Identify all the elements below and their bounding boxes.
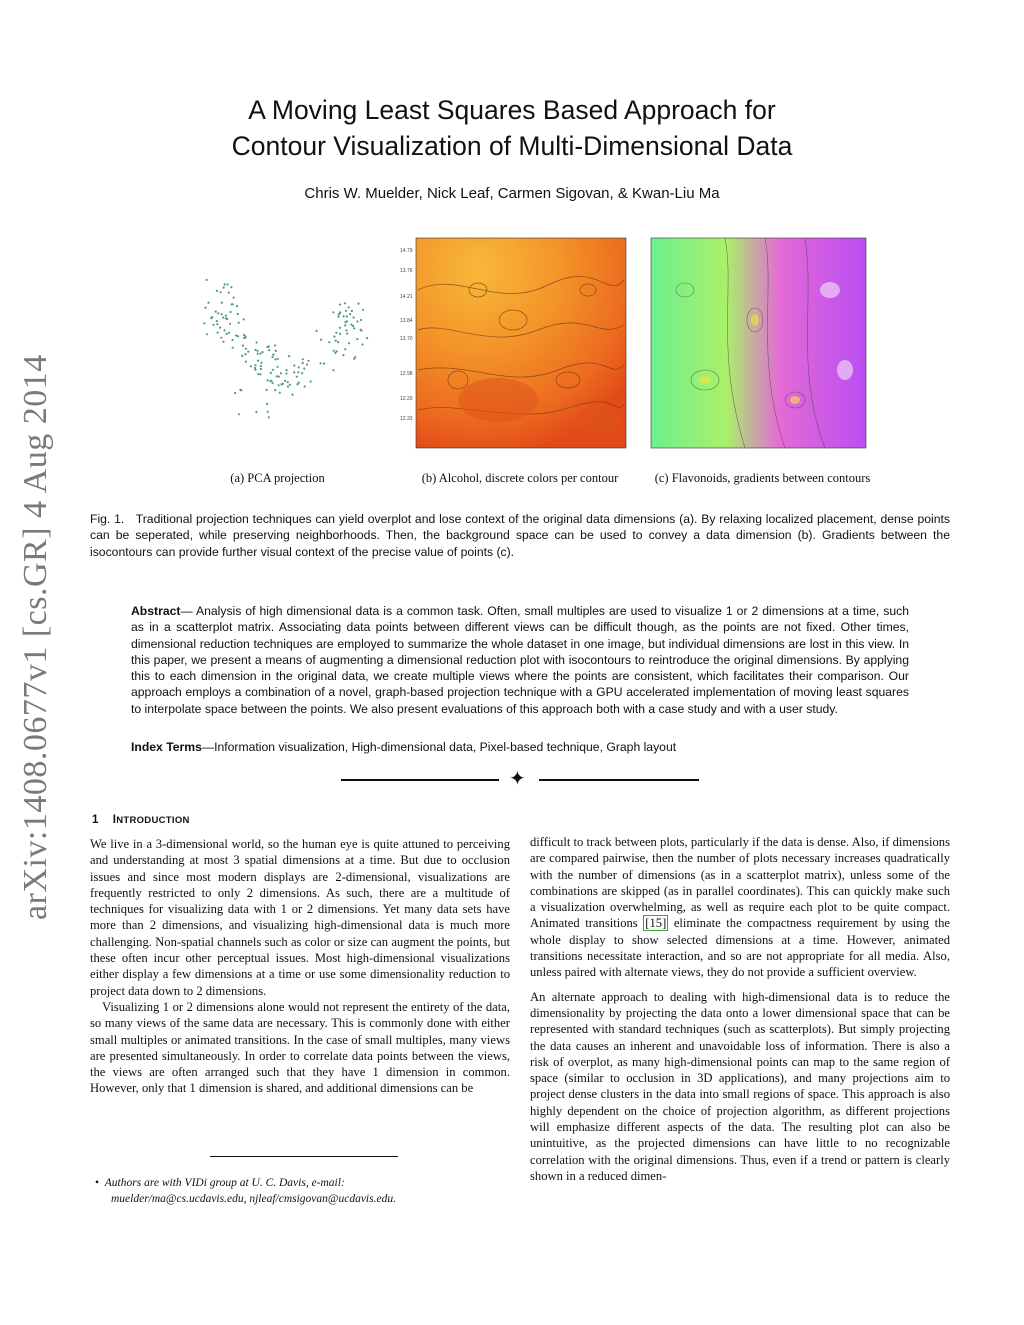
scatter-point [333,336,335,338]
scatter-point [230,311,232,313]
scatter-point [335,340,337,342]
scatter-point [238,413,240,415]
scatter-point [206,279,208,281]
scatter-point [348,306,350,308]
scatter-point [285,372,287,374]
scatter-point [204,307,206,309]
scatter-point [224,283,226,285]
scatter-point [266,346,268,348]
scatter-point [220,337,222,339]
subcaption-b: (b) Alcohol, discrete colors per contour [421,471,619,485]
scatter-point [232,347,234,349]
scatter-point [328,341,330,343]
scatter-point [278,376,280,378]
star-ornament-icon: ✦ [509,768,526,790]
scatter-point [207,302,209,304]
figure-caption [90,511,950,560]
scatter-point [216,323,218,325]
footnote-line-1: Authors are with VIDi group at U. C. Davis, e-mail: [104,1177,345,1189]
footnote-rule [210,1156,398,1157]
paragraph-left-2: Visualizing 1 or 2 dimensions alone would not represent the entirety of the data, so many views of the same data are necessary. This is commonly done with either small multiples or animated transitions. In the case of small multiples, many views are presented simultaneously. In order to correlate data points between the views, the views are often arranged such that they have 1 dimension in common. However, only that 1 dimension is shared, and additional dimensions can be [90,999,510,1096]
paragraph-right-1 [530,834,950,981]
scatter-point [307,360,309,362]
scatter-point [262,351,264,353]
scatter-point [366,337,368,339]
scatter-point [257,360,259,362]
scatter-point [356,338,358,340]
right-column [530,834,950,1184]
scatter-point [222,317,224,319]
scatter-point [282,383,284,385]
scatter-point [243,337,245,339]
scatter-point [256,341,258,343]
scatter-point [267,411,269,413]
pca-scatter-plot [155,230,385,465]
scatter-point [237,335,239,337]
scatter-point [203,322,205,324]
scatter-point [219,327,221,329]
scatter-point [293,371,295,373]
scatter-point [339,327,341,329]
scatter-point [280,372,282,374]
scatter-point [226,333,228,335]
scatter-point [260,365,262,367]
scatter-point [288,355,290,357]
scatter-point [255,411,257,413]
scatter-point [278,384,280,386]
scatter-point [346,315,348,317]
scatter-point [335,332,337,334]
scatter-point [320,339,322,341]
svg-text:12.33: 12.33 [400,416,413,422]
scatter-point [360,319,362,321]
abstract-label: Abstract [131,604,181,618]
scatter-point [274,344,276,346]
scatter-point [243,334,245,336]
scatter-point [274,358,276,360]
scatter-point [272,354,274,356]
svg-text:12.20: 12.20 [400,396,413,402]
scatter-point [216,290,218,292]
scatter-point [221,313,223,315]
scatter-point [276,375,278,377]
scatter-point [245,361,247,363]
svg-text:12.98: 12.98 [400,371,413,377]
svg-text:14.79: 14.79 [400,248,413,254]
scatter-point [357,303,359,305]
scatter-point [257,373,259,375]
scatter-point [333,350,335,352]
scatter-point [269,380,271,382]
scatter-point [250,365,252,367]
scatter-point [241,355,243,357]
scatter-point [345,329,347,331]
scatter-point [361,343,363,345]
scatter-point [223,329,225,331]
scatter-point [238,322,240,324]
scatter-point [242,345,244,347]
section-title-initial: I [112,814,117,826]
paragraph-right-1-end: eliminate the compactness requirement by using the whole display to show selected dimensions at a time. However, animated transitions necessitate interaction, and so are not appropriate for all media. Also, unless paired with alternate views, they do not provide a sufficient overview. [530,916,950,980]
scatter-point [245,348,247,350]
section-number: 1 [92,814,99,826]
scatter-point [350,324,352,326]
scatter-point [346,320,348,322]
scatter-point [316,330,318,332]
section-title-rest: NTRODUCTION [116,815,190,826]
scatter-point [336,350,338,352]
scatter-point [221,302,223,304]
scatter-point [257,353,259,355]
section-separator [341,770,699,790]
scatter-point [231,303,233,305]
scatter-point [289,384,291,386]
subcaption-a: (a) PCA projection [230,471,325,485]
scatter-point [274,389,276,391]
abstract [131,603,909,717]
scatter-point [270,372,272,374]
index-terms-label: Index Terms [131,740,202,754]
scatter-point [275,350,277,352]
scatter-point [353,327,355,329]
scatter-point [266,403,268,405]
figure-panel-flavonoids [645,230,880,465]
scatter-point [272,369,274,371]
scatter-point [302,358,304,360]
scatter-point [360,329,362,331]
svg-text:13.84: 13.84 [400,318,413,324]
scatter-point [211,316,213,318]
scatter-point [244,353,246,355]
scatter-point [301,372,303,374]
scatter-point [319,362,321,364]
scatter-point [272,382,274,384]
title-line-2: Contour Visualization of Multi-Dimensional Data [231,131,793,161]
scatter-point [220,291,222,293]
scatter-point [310,380,312,382]
scatter-point [293,364,295,366]
scatter-point [254,367,256,369]
figure-caption-label: Fig. 1. [90,512,125,526]
flavonoids-gradient-map [645,230,880,465]
arxiv-stamp: arXiv:1408.0677v1 [cs.GR] 4 Aug 2014 [17,354,54,920]
scatter-point [304,385,306,387]
footnote [95,1175,495,1207]
scatter-point [257,350,259,352]
scatter-point [296,376,298,378]
scatter-point [291,394,293,396]
svg-text:14.21: 14.21 [400,294,413,300]
scatter-point [344,302,346,304]
scatter-point [222,341,224,343]
svg-text:13.76: 13.76 [400,268,413,274]
scatter-point [228,332,230,334]
svg-text:13.70: 13.70 [400,336,413,342]
scatter-point [240,389,242,391]
paper-title [0,92,1024,164]
scatter-point [254,364,256,366]
scatter-point [266,389,268,391]
scatter-point [351,310,353,312]
section-heading [92,814,190,826]
scatter-point [337,341,339,343]
scatter-point [344,348,346,350]
scatter-point [231,339,233,341]
scatter-point [206,333,208,335]
citation-link[interactable]: [15] [645,916,667,931]
scatter-point [277,358,279,360]
scatter-point [254,349,256,351]
scatter-point [337,316,339,318]
scatter-point [353,316,355,318]
scatter-point [260,368,262,370]
scatter-point [259,373,261,375]
footnote-line-2: muelder/ma@cs.ucdavis.edu, njleaf/cmsigovan@ucdavis.edu. [111,1193,396,1205]
scatter-point [229,323,231,325]
scatter-point [212,324,214,326]
figure-panel-pca [155,230,385,465]
scatter-point [247,351,249,353]
scatter-point [342,354,344,356]
scatter-point [215,311,217,313]
scatter-point [343,315,345,317]
scatter-point [346,332,348,334]
scatter-point [285,369,287,371]
scatter-point [287,385,289,387]
scatter-point [243,318,245,320]
scatter-point [235,334,237,336]
scatter-point [236,305,238,307]
author-list: Chris W. Muelder, Nick Leaf, Carmen Sigovan, & Kwan-Liu Ma [304,185,720,202]
scatter-point [225,315,227,317]
scatter-point [216,320,218,322]
scatter-point [284,380,286,382]
scatter-point [223,287,225,289]
title-line-1: A Moving Least Squares Based Approach for [248,95,776,125]
scatter-point [234,392,236,394]
scatter-point [349,313,351,315]
scatter-point [271,356,273,358]
scatter-point [298,366,300,368]
scatter-point [237,313,239,315]
scatter-point [228,292,230,294]
scatter-point [227,283,229,285]
scatter-point [303,368,305,370]
scatter-point [332,311,334,313]
left-column [90,836,510,1097]
scatter-point [226,318,228,320]
paragraph-left-1: We live in a 3-dimensional world, so the human eye is quite attuned to perceiving and understanding at most 3 spatial dimensions at a time. But due to occlusion issues and since most modern displays are 2-dimensional, visualizations are frequently restricted to only 2 dimensions. As such, there are a multitude of techniques for visualizing data with 1 or 2 dimensions. Yet many data sets have more than 2 dimensions, and visualizing high-dimensional data is much more challenging. Non-spatial channels such as color or size can augment the points, but these often incur other perceptual issues. Most high-dimensional visualizations either display a few dimensions at a time or use some dimensionality reduction to project data down to 2 dimensions. [90,837,510,998]
scatter-point [302,362,304,364]
footnote-bullet: • [95,1177,100,1189]
figure-panel-alcohol [398,230,640,465]
paragraph-right-1-start: difficult to track between plots, particularly if the data is dense. Also, if dimensions are compared pairwise, then the number of plots necessary increases quadratically with the number of dimensions (as in a scatterplot matrix), unless some of the combinations are skipped (as in parallel coordinates). This can quickly make such a visualization overwhelming, as well as require each plot to be quite compact. Animated transitions [530,835,950,931]
scatter-point [345,310,347,312]
scatter-point [344,324,346,326]
scatter-point [348,342,350,344]
scatter-point [356,320,358,322]
scatter-point [323,363,325,365]
scatter-point [259,353,261,355]
scatter-point [217,312,219,314]
abstract-text: — Analysis of high dimensional data is a common task. Often, small multiples are used to visualize 1 or 2 dimensions at a time, such as in a scatterplot matrix. Associating data points between different views can be difficult though, as the points are not fixed. Other times, dimensional reduction techniques are employed to summarize the whole dataset in one image, but individual dimensions are lost in this view. In this paper, we present a means of augmenting a dimensional reduction plot with isocontours to reintroduce the original dimensions. By applying this to each dimension in the original data, we create multiple views where the points are consistent, which facilitates their comparison. Our approach employs a combination of a novel, graph-based projection technique with a GPU accelerated implementation of moving least squares to interpolate space between the points. We also present evaluations of this approach both with a case study and with a user study. [131,604,909,716]
scatter-point [362,309,364,311]
scatter-point [217,332,219,334]
scatter-point [354,356,356,358]
scatter-point [230,286,232,288]
scatter-point [276,366,278,368]
figure-caption-text: Traditional projection techniques can yield overplot and lose context of the original data dimensions (a). By relaxing localized placement, dense points can be seperated, while preserving neighborhoods. Then, the background space can be used to convey a data dimension (b). Gradients between the isocontours can provide further visual context of the precise value of points (c). [90,512,950,559]
scatter-point [268,416,270,418]
scatter-point [332,369,334,371]
scatter-point [339,333,341,335]
scatter-point [339,304,341,306]
alcohol-contour-map [398,230,640,465]
scatter-point [267,379,269,381]
scatter-point [338,313,340,315]
paragraph-right-2: An alternate approach to dealing with high-dimensional data is to reduce the dimensionality by projecting the data onto a lower dimensional space that can be represented with standard techniques (such as scatterplots). But simply projecting the data causes an inherent and unavoidable loss of information. There is also a risk of overplot, as many high-dimensional points can map to the same region of space (similar to occlusion in 3D applications), and many projections aim to project dense clusters in the data into small regions of space. This approach is also highly dependent on the choice of projection algorithm, as different projections will emphasize different aspects of the data. The resulting plot can also be unintuitive, as the projected dimensions can have little to no recognizable correlation with the original dimensions. Thus, even if a trend or pattern is clearly shown in a reduced dimen- [530,989,950,1183]
scatter-point [260,362,262,364]
scatter-point [306,363,308,365]
scatter-point [279,392,281,394]
scatter-point [268,349,270,351]
index-terms [131,739,909,755]
scatter-point [298,382,300,384]
scatter-point [233,297,235,299]
scatter-point [287,381,289,383]
index-terms-text: —Information visualization, High-dimensional data, Pixel-based technique, Graph layout [201,740,677,754]
scatter-point [297,371,299,373]
subcaption-c: (c) Flavonoids, gradients between contours [654,471,871,485]
